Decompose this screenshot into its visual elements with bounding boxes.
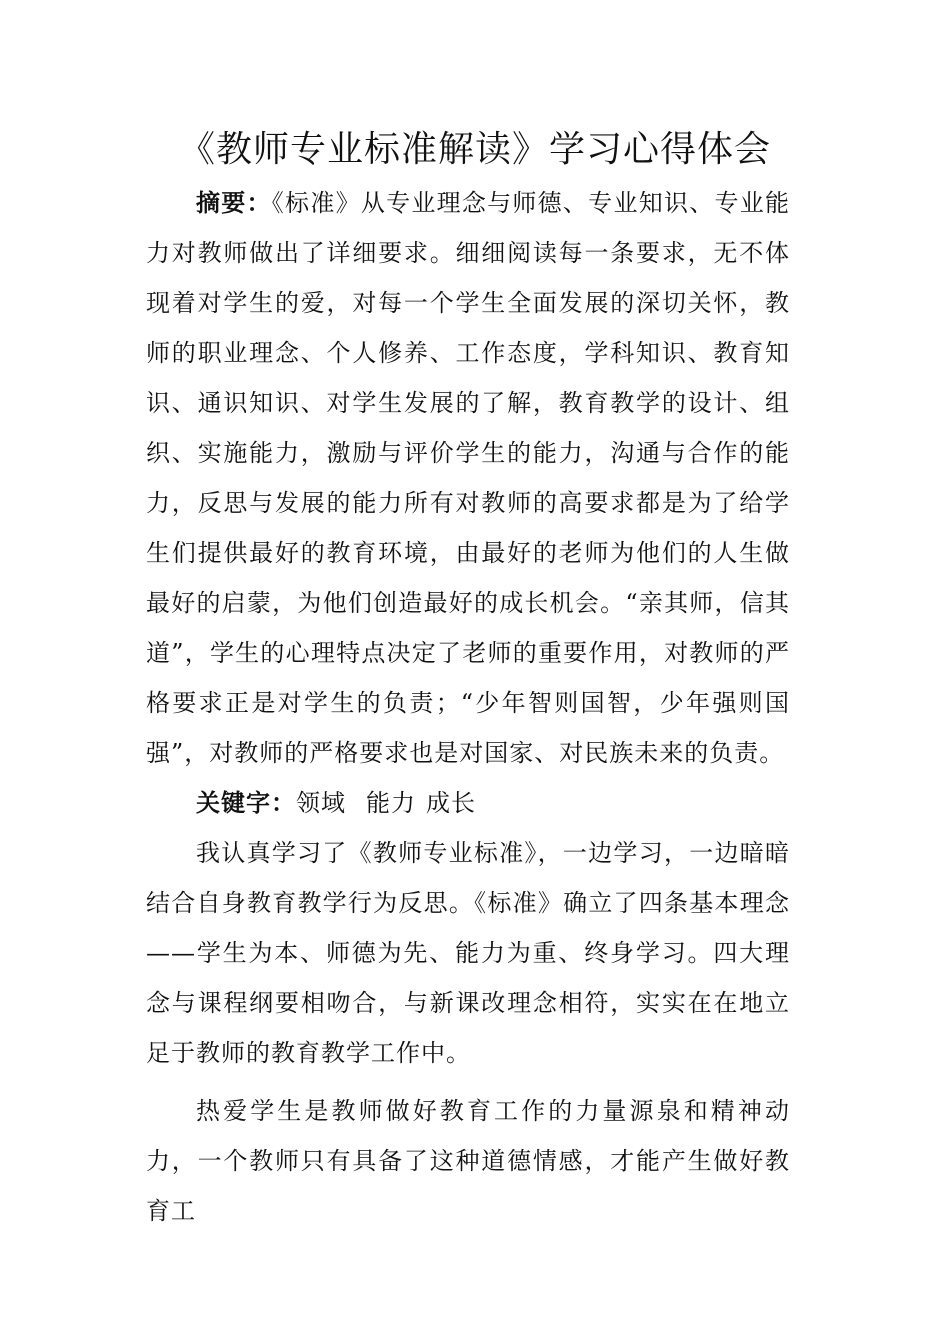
keywords-paragraph [146,778,790,828]
abstract-label: 摘要： [196,188,272,217]
abstract-text: 《标准》从专业理念与师德、专业知识、专业能力对教师做出了详细要求。细细阅读每一条要求，无不体现着对学生的爱，对每一个学生全面发展的深切关怀，教师的职业理念、个人修养、工作态度，学科知识、教育知识、通识知识、对学生发展的了解，教育教学的设计、组织、实施能力，激励与评价学生的能力，沟通与合作的能力，反思与发展的能力所有对教师的高要求都是为了给学生们提供最好的教育环境，由最好的老师为他们的人生做最好的启蒙，为他们创造最好的成长机会。“亲其师，信其道”，学生的心理特点决定了老师的重要作用，对教师的严格要求正是对学生的负责；“少年智则国智，少年强则国强”，对教师的严格要求也是对国家、对民族未来的负责。 [146,189,791,767]
keyword-2: 能力 [366,789,416,817]
abstract-paragraph [146,178,790,778]
body-paragraph-1: 我认真学习了《教师专业标准》，一边学习，一边暗暗结合自身教育教学行为反思。《标准》确立了四条基本理念——学生为本、师德为先、能力为重、终身学习。四大理念与课程纲要相吻合，与新课改理念相符，实实在在地立足于教师的教育教学工作中。 [146,839,790,1067]
document-title: 《教师专业标准解读》学习心得体会 [178,129,771,170]
keywords-label: 关键字： [196,788,296,817]
keyword-3: 成长 [426,789,476,817]
document-body [146,178,790,1236]
body-paragraph-2: 热爱学生是教师做好教育工作的力量源泉和精神动力，一个教师只有具备了这种道德情感，才能产生做好教育工 [146,1097,790,1225]
keyword-1: 领域 [296,789,346,817]
